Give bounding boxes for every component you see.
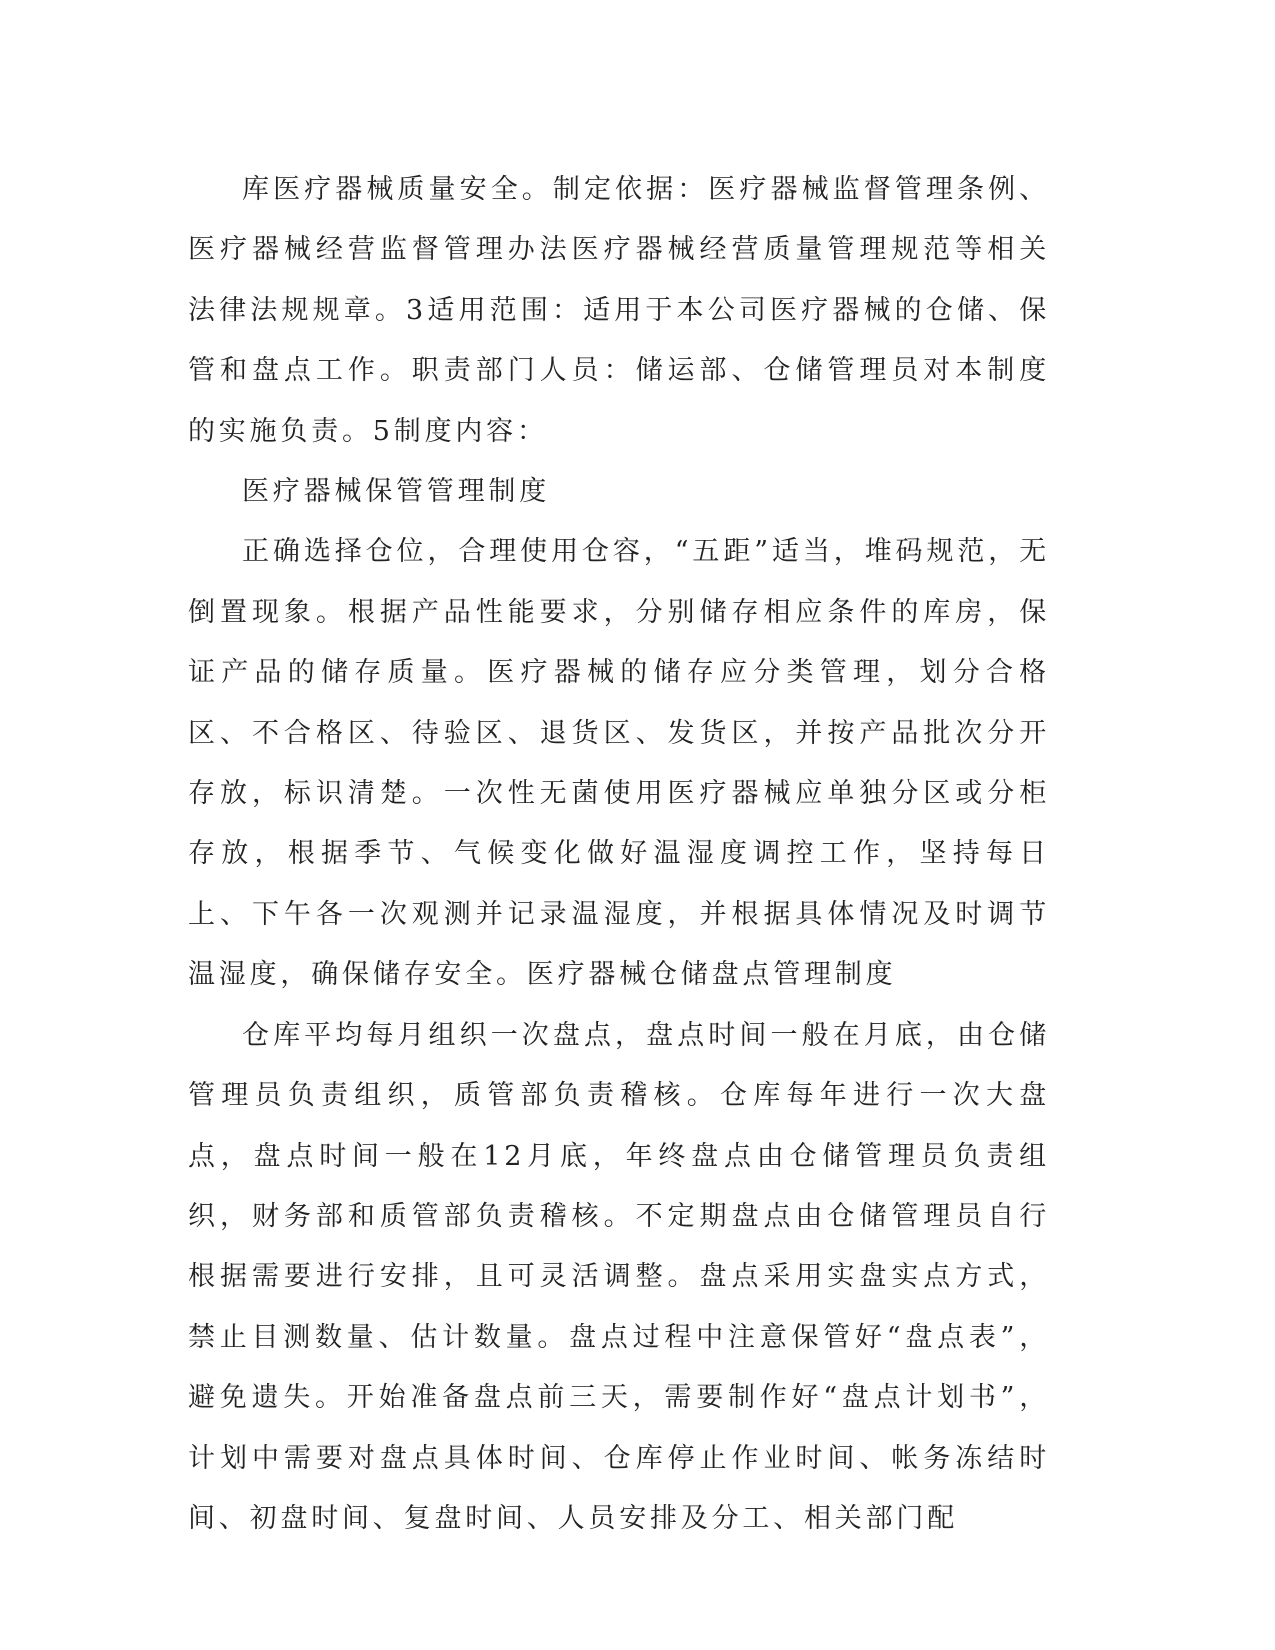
section-heading-storage-management: 医疗器械保管管理制度: [242, 476, 550, 508]
paragraph-inventory-count-rules: 仓库平均每月组织一次盘点，盘点时间一般在月底，由仓储管理员负责组织，质管部负责稽核。仓库每年进行一次大盘点，盘点时间一般在12月底，年终盘点由仓储管理员负责组织，财务部和质管部负责稽核。不定期盘点由仓储管理员自行根据需要进行安排，且可灵活调整。盘点采用实盘实点方式，禁止目测数量、估计数量。盘点过程中注意保管好“盘点表”，避免遗失。开始准备盘点前三天，需要制作好“盘点计划书”，计划中需要对盘点具体时间、仓库停止作业时间、帐务冻结时间、初盘时间、复盘时间、人员安排及分工、相关部门配: [188, 1019, 1050, 1534]
paragraph-scope-and-basis: 库医疗器械质量安全。制定依据：医疗器械监督管理条例、医疗器械经营监督管理办法医疗器械经营质量管理规范等相关法律法规规章。3适用范围：适用于本公司医疗器械的仓储、保管和盘点工作。职责部门人员：储运部、仓储管理员对本制度的实施负责。5制度内容：: [188, 174, 1050, 447]
document-body: [188, 160, 1050, 1549]
paragraph-storage-rules: 正确选择仓位，合理使用仓容，“五距”适当，堆码规范，无倒置现象。根据产品性能要求，分别储存相应条件的库房，保证产品的储存质量。医疗器械的储存应分类管理，划分合格区、不合格区、待验区、退货区、发货区，并按产品批次分开存放，标识清楚。一次性无菌使用医疗器械应单独分区或分柜存放，根据季节、气候变化做好温湿度调控工作，坚持每日上、下午各一次观测并记录温湿度，并根据具体情况及时调节温湿度，确保储存安全。医疗器械仓储盘点管理制度: [188, 536, 1050, 991]
